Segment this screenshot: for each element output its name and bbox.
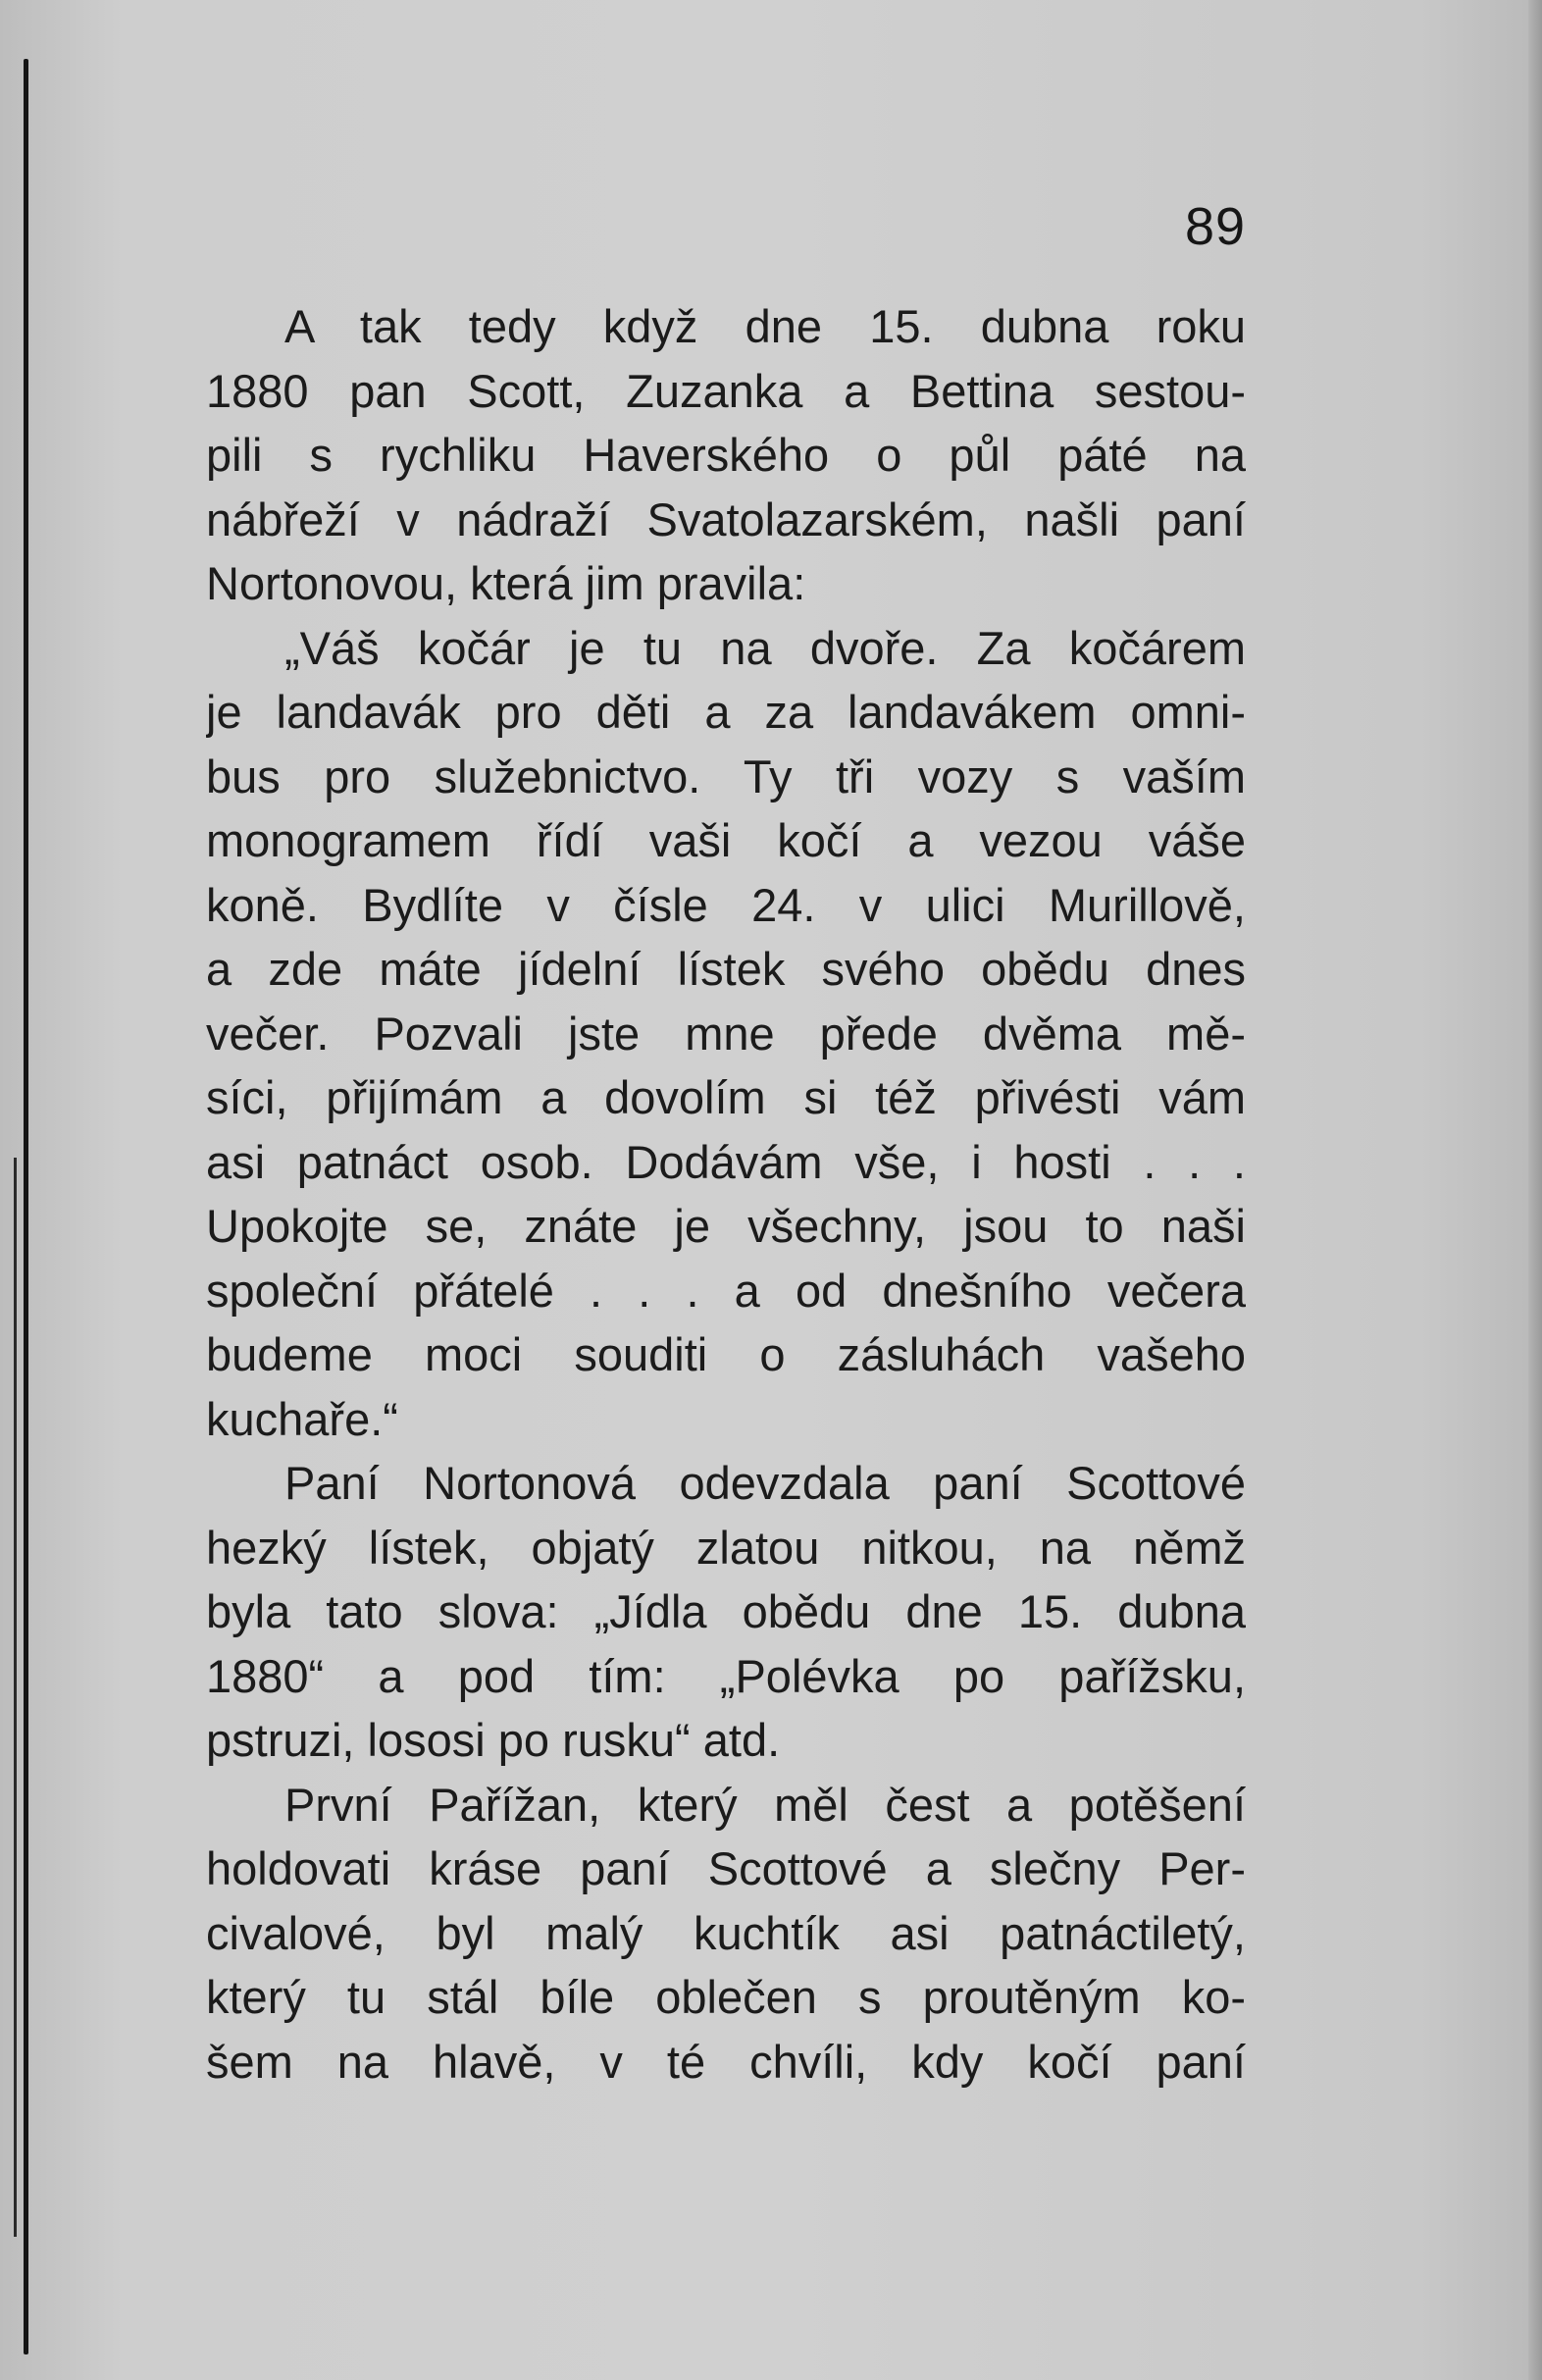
text-line: civalové, byl malý kuchtík asi patnáctiletý,	[206, 1906, 1246, 1959]
page-binding-edge	[24, 59, 28, 2354]
text-line: koně. Bydlíte v čísle 24. v ulici Murillově,	[206, 878, 1246, 931]
text-line: nábřeží v nádraží Svatolazarském, našli paní	[206, 492, 1246, 545]
text-line: 1880“ a pod tím: „Polévka po pařížsku,	[206, 1649, 1246, 1702]
page-binding-shadow	[14, 1158, 17, 2237]
text-line: Upokojte se, znáte je všechny, jsou to naši	[206, 1200, 1246, 1252]
text-line: asi patnáct osob. Dodávám vše, i hosti . . .	[206, 1135, 1246, 1188]
text-line: „Váš kočár je tu na dvoře. Za kočárem	[284, 621, 1246, 674]
text-line: První Pařížan, který měl čest a potěšení	[284, 1778, 1246, 1831]
text-line: společní přátelé . . . a od dnešního večera	[206, 1264, 1246, 1317]
body-text	[206, 294, 1246, 2094]
text-line: Paní Nortonová odevzdala paní Scottové	[284, 1457, 1246, 1509]
text-line: šem na hlavě, v té chvíli, kdy kočí paní	[206, 2035, 1246, 2088]
text-line: holdovati kráse paní Scottové a slečny Per-	[206, 1842, 1246, 1894]
text-line: bus pro služebnictvo. Ty tři vozy s vaším	[206, 750, 1246, 802]
text-line: byla tato slova: „Jídla obědu dne 15. dubna	[206, 1585, 1246, 1637]
text-line: Nortonovou, která jim pravila:	[206, 557, 806, 609]
text-line: pstruzi, lososi po rusku“ atd.	[206, 1714, 781, 1766]
page-right-edge	[1528, 0, 1542, 2380]
text-line: A tak tedy když dne 15. dubna roku	[284, 300, 1246, 352]
text-line: kuchaře.“	[206, 1392, 398, 1445]
text-line: hezký lístek, objatý zlatou nitkou, na němž	[206, 1521, 1246, 1574]
text-line: je landavák pro děti a za landavákem omni-	[206, 686, 1246, 738]
text-line: pili s rychliku Haverského o půl páté na	[206, 429, 1246, 481]
text-line: monogramem řídí vaši kočí a vezou váše	[206, 814, 1246, 866]
text-line: večer. Pozvali jste mne přede dvěma mě-	[206, 1007, 1246, 1060]
text-line: který tu stál bíle oblečen s proutěným ko-	[206, 1971, 1246, 2023]
text-line: 1880 pan Scott, Zuzanka a Bettina sestou-	[206, 364, 1246, 417]
page-number: 89	[1185, 197, 1247, 256]
text-line: budeme moci souditi o zásluhách vašeho	[206, 1328, 1246, 1380]
text-line: síci, přijímám a dovolím si též přivésti vám	[206, 1071, 1246, 1123]
text-line: a zde máte jídelní lístek svého obědu dnes	[206, 943, 1246, 995]
